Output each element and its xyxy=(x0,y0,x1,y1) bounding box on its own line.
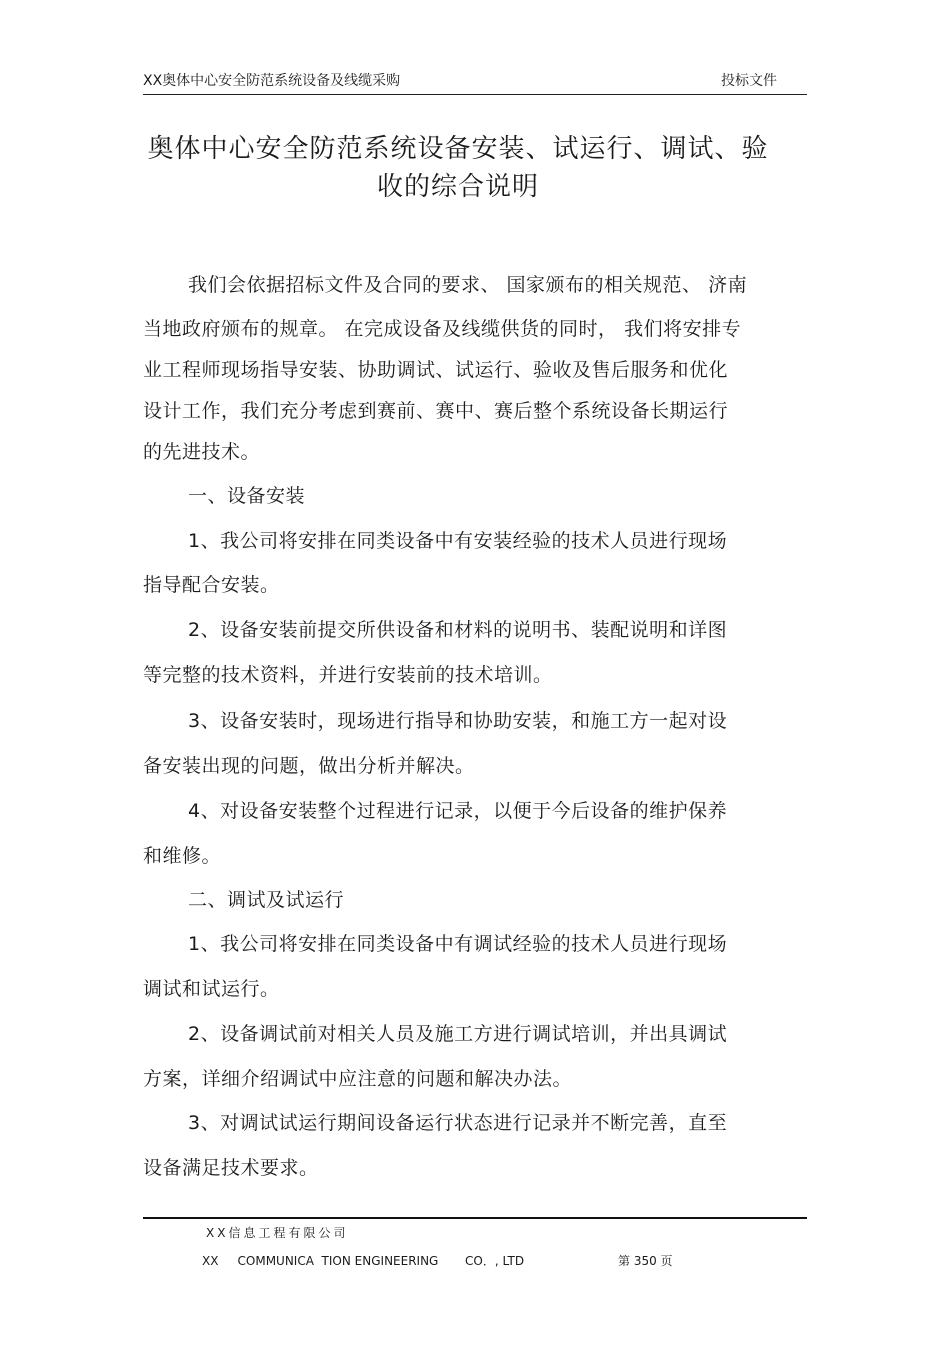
body-line: 4、对设备安装整个过程进行记录，以便于今后设备的维护保养 xyxy=(188,800,728,822)
body-line: 3、对调试试运行期间设备运行状态进行记录并不断完善，直至 xyxy=(188,1112,728,1134)
header-doc-type: 投标文件 xyxy=(721,73,777,89)
section-heading: 一、设备安装 xyxy=(188,485,306,507)
document-title xyxy=(143,130,773,206)
body-line: 备安装出现的问题，做出分析并解决。 xyxy=(143,755,475,777)
body-line: 当地政府颁布的规章。 在完成设备及线缆供货的同时， 我们将安排专 xyxy=(143,318,742,340)
body-line: 1、我公司将安排在同类设备中有安装经验的技术人员进行现场 xyxy=(188,530,728,552)
body-line: 指导配合安装。 xyxy=(143,574,280,596)
page-header xyxy=(143,70,807,95)
footer-company-en: XX COMMUNICA TION ENGINEERING CO．, LTD xyxy=(202,1254,525,1268)
header-project-name: XX奥体中心安全防范系统设备及线缆采购 xyxy=(143,73,401,89)
body-line: 设备满足技术要求。 xyxy=(143,1157,319,1179)
body-line: 1、我公司将安排在同类设备中有调试经验的技术人员进行现场 xyxy=(188,933,728,955)
body-line: 和维修。 xyxy=(143,845,222,867)
body-line: 方案，详细介绍调试中应注意的问题和解决办法。 xyxy=(143,1068,573,1090)
body-line: 我们会依据招标文件及合同的要求、 国家颁布的相关规范、 济南 xyxy=(188,274,748,296)
body-line: 业工程师现场指导安装、协助调试、试运行、验收及售后服务和优化 xyxy=(143,359,729,381)
body-line: 的先进技术。 xyxy=(143,441,261,463)
title-line-2: 收的综合说明 xyxy=(376,172,539,202)
footer-company-cn: XX信息工程有限公司 xyxy=(206,1226,349,1240)
title-line-1: 奥体中心安全防范系统设备安装、试运行、调试、验 xyxy=(147,134,769,164)
section-heading: 二、调试及试运行 xyxy=(188,889,345,911)
body-line: 3、设备安装时，现场进行指导和协助安装，和施工方一起对设 xyxy=(188,710,728,732)
body-line: 2、设备调试前对相关人员及施工方进行调试培训，并出具调试 xyxy=(188,1023,728,1045)
body-line: 设计工作，我们充分考虑到赛前、赛中、赛后整个系统设备长期运行 xyxy=(143,400,729,422)
footer-divider xyxy=(143,1217,807,1219)
body-line: 调试和试运行。 xyxy=(143,978,280,1000)
body-line: 2、设备安装前提交所供设备和材料的说明书、装配说明和详图 xyxy=(188,619,728,641)
footer-page-number: 第 350 页 xyxy=(618,1254,673,1268)
body-line: 等完整的技术资料，并进行安装前的技术培训。 xyxy=(143,664,553,686)
